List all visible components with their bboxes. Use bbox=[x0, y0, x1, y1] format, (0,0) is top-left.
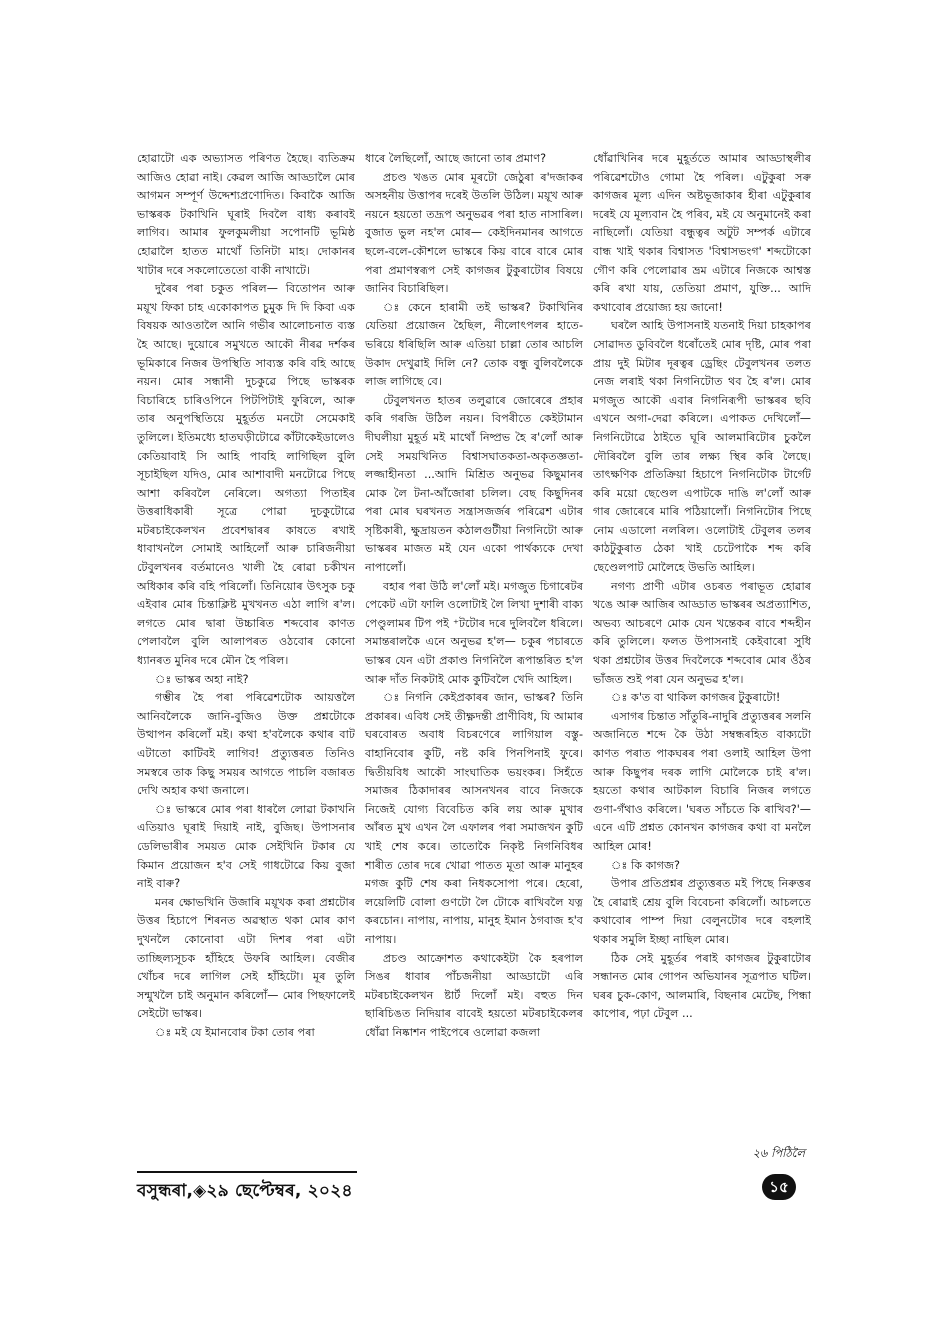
publication-footer: বসুন্ধৰা,◈২৯ ছেপ্টেম্বৰ, ২০২৪ bbox=[137, 1181, 353, 1201]
dialogue-line: ঃ কি কাগজ? bbox=[611, 858, 680, 872]
dialogue-line: ঃ কেনে হাৰামী তই ভাস্কৰ? টকাখিনিৰ যেতিয়া প্ৰয়োজন হৈছিল, নীলোৎপলৰ হাতে-ভৰিয়ে ধৰিছিলি আৰু এতিয়া চাল্লা তোৰ আচলি উকাদ দেখুৱাই দিলি নে? তোক বন্ধু বুলিবলৈকে লাজ লাগিছে বে। bbox=[365, 300, 583, 389]
paragraph: হোৱাটো এক অভ্যাসত পৰিণত হৈছে। ব্যতিক্ৰম আজিও হোৱা নাই। কেৱল আজি আড্ডালৈ মোৰ আগমন সম্পূৰ্ণ উদ্দেশ্যপ্ৰণোদিত। কিবাকৈ আজি ভাস্কৰক টকাখিনি ঘূৰাই দিবলৈ বাধ্য কৰাবই লাগিব। আমাৰ ফুলকুমলীয়া সপোনটি ভূমিষ্ঠ হোৱালৈ হাতত মাথোঁ তিনিটা মাহ। দোকানৰ খাটাৰ দৰে সকলোতেতো বাকী নাখাটে। bbox=[137, 152, 355, 277]
paragraph: ঠিক সেই মুহূৰ্তৰ পৰাই কাগজৰ টুকুৰাটোৰ সন্ধানত মোৰ গোপন অভিযানৰ সূত্ৰপাত ঘটিল। ঘৰৰ চুক-কোণ, আলমাৰি, বিছনাৰ মেটেছ, পিন্ধা কাপোৰ, পঢ়া টেবুল ... bbox=[593, 951, 811, 1021]
paragraph: এসাগৰ চিন্তাত সাঁতুৰি-নাদুৰি প্ৰত্যুত্তৰৰ সলনি অজানিতে শব্দে কৈ উঠা সম্বন্ধৰহিত বাক্যটো কাণত পৰাত পাকঘৰৰ পৰা ওলাই আহিল উপা আৰু কিছুপৰ দৰক লাগি মোলৈকে চাই ৰ'ল। হয়তো কথাৰ আটকাল বিচাৰি নিজৰ লগতে গুণা-গঁথাও কৰিলে। 'ঘৰত সাঁচতে কি ৰাখিব?'— এনে এটি প্ৰশ্নত কোনখন কাগজৰ কথা বা মনলৈ আহিল মোৰ! bbox=[593, 709, 811, 853]
continuation-note: ২৬ পিঠিলৈ bbox=[752, 1146, 805, 1160]
paragraph: দুৰৈৰ পৰা চকুত পৰিল— বিতোপন আৰু ময়ূখ ফিকা চাহ একোকাপত চুমুক দি দি কিবা এক বিষয়ক আওতালৈ আনি গভীৰ আলোচনাত ব্যস্ত হৈ আছে। দুয়োৰে সমুখতে আকৌ নীৰৱ দৰ্শকৰ ভূমিকাৰে নিজৰ উপস্থিতি সাব্যস্ত কৰি বহি আছে নয়ন। মোৰ সন্ধানী দুচকুৱে পিছে ভাস্কৰক বিচাৰিহে চাৰিওপিনে পিটপিটাই ফুৰিলে, আৰু তাৰ অনুপস্থিতিয়ে মুহূৰ্তত মনটো সেমেকাই তুলিলে। ইতিমধ্যে হাতঘড়ীটোৱে কাঁটাকেইডালেও কেতিয়াবাই সি আহি পাবহি লাগিছিল বুলি সূচাইছিল যদিও, মোৰ আশাবাদী মনটোৱে পিছে আশা কৰিবলৈ নেৰিলে। অগত্যা পিতাইৰ উত্তৰাধিকাৰী সূত্ৰে পোৱা দুচকুটোৱে মটৰচাইকেলখন প্ৰবেশদ্বাৰৰ কাষতে ৰখাই ধাবাখনলৈ সোমাই আহিলোঁ আৰু চাৰিজনীয়া টেবুলখনৰ বৰ্তমানেও খালী হৈ ৰোৱা চকীখন অধিকাৰ কৰি বহি পৰিলোঁ। তিনিয়োৰ উৎসুক চকু এইবাৰ মোৰ চিন্তাক্লিষ্ট মুখখনত এঠা লাগি ৰ'ল। লগতে মোৰ দ্বাৰা উচ্চাৰিত শব্দবোৰ কাণত পেলাবলৈ বুলি আলাপৰত ওঠবোৰ কোনো ধ্যানৰত মুনিৰ দৰে মৌন হৈ পৰিল। bbox=[137, 282, 355, 668]
page-number-badge: ১৫ bbox=[762, 1174, 796, 1200]
text-column-1 bbox=[137, 150, 355, 1043]
paragraph: টেবুলখনত হাতৰ তলুৱাৰে জোৰেৰে প্ৰহাৰ কৰি গৰজি উঠিল নয়ন। বিপৰীতে কেইটামান দীঘলীয়া মুহূৰ্ত মই মাথোঁ নিষ্প্ৰভ হৈ ৰ'লোঁ আৰু সেই সময়খিনিত বিশ্বাসঘাতকতা-অকৃতজ্ঞতা-লজ্জাহীনতা ...আদি মিশ্ৰিত অনুভৱ কিছুমানৰ মোক লৈ টনা-আঁজোৰা চলিল। বেছ কিছুদিনৰ পৰা মোৰ ঘৰখনত সন্ত্ৰাসজৰ্জৰ পৰিৱেশ এটাৰ সৃষ্টিকাৰী, ক্ষুদ্ৰায়তন কঠালগুটীয়া নিগনিটো আৰু ভাস্কৰৰ মাজত মই যেন একো পাৰ্থক্যকে দেখা নাপালোঁ। bbox=[365, 393, 583, 575]
paragraph: ঘৰলৈ আহি উপাসনাই যতনাই দিয়া চাহকাপৰ সোৱাদত ডুবিবলৈ ধৰোঁতেই মোৰ দৃষ্টি, মোৰ পৰা প্ৰায় দুই মিটাৰ দূৰত্বৰ ড্ৰেছিং টেবুলখনৰ তলত নেজ লৰাই থকা নিগনিটোত থব হৈ ৰ'ল। মোৰ মগজুত আকৌ এবাৰ নিগনিৰূপী ভাস্কৰৰ ছবি এখনে অগা-দেৱা কৰিলে। এপাকত দেখিলোঁ— নিগনিটোৱে ঠাইতে ঘূৰি আলমাৰিটোৰ চুকলৈ দৌৰিবলৈ বুলি তাৰ লক্ষ্য স্থিৰ কৰি লৈছে। তাৎক্ষণিক প্ৰতিক্ৰিয়া হিচাপে নিগনিটোক টাৰ্গেট কৰি ময়ো ছেণ্ডেল এপাটকে দাঙি ল'লোঁ আৰু গাৰ জোৰেৰে মাৰি পঠিয়ালোঁ। নিগনিটোৰ পিছে নোম এডালো নলৰিল। ওলোটাই টেবুলৰ তলৰ কাঠটুকুৰাত ঠেকা খাই চেটেপাকৈ শব্দ কৰি ছেণ্ডেলপাট মোলৈহে উভতি আহিল। bbox=[593, 319, 811, 575]
text-column-3 bbox=[593, 150, 811, 1024]
dialogue-line: ঃ ভাস্কৰে মোৰ পৰা ধাৰলৈ লোৱা টকাখনি এতিয়াও ঘূৰাই দিয়াই নাই, বুজিছ। উপাসনাৰ ডেলিভাৰীৰ সময়ত মোক সেইখিনি টকাৰ যে কিমান প্ৰয়োজন হ'ব সেই গাধটোৱে কিয় বুজা নাই বাৰু? bbox=[137, 802, 355, 891]
paragraph: ধোঁৱাখিনিৰ দৰে মুহূৰ্ততে আমাৰ আড্ডাস্থলীৰ পৰিৱেশটোও গোমা হৈ পৰিল। এটুকুৰা সৰু কাগজৰ মূল্য এদিন অষ্টভূজাকাৰ হীৰা এটুকুৰাৰ দৰেই যে মূল্যবান হৈ পৰিব, মই যে অনুমানেই কৰা নাছিলোঁ। যেতিয়া বন্ধুত্বৰ অটুট সম্পৰ্ক এটাৰে বান্ধ খাই থকাৰ বিশ্বাসত 'বিশ্বাসভংগ' শব্দটোকো গৌণ কৰি পেলোৱাৰ ভ্ৰম এটাৰে নিজকে আশ্বস্ত কৰি ৰখা যায়, তেতিয়া প্ৰমাণ, যুক্তি... আদি কথাবোৰ প্ৰয়োজ্য হয় জানো! bbox=[593, 152, 811, 314]
text-column-2 bbox=[365, 150, 583, 1043]
footer-divider bbox=[137, 1171, 357, 1173]
paragraph: মনৰ ক্ষোভখিনি উজাৰি ময়ূখক কৰা প্ৰশ্নটোৰ উত্তৰ হিচাপে শিৰনত অৱস্থাত থকা মোৰ কাণ দুখনলৈ কোনোবা এটা দিশৰ পৰা এটা তাচ্ছিল্যসূচক হাঁহিহে উফৰি আহিল। বেজীৰ খোঁচৰ দৰে লাগিল সেই হাঁহিটো। মূৰ তুলি সন্মুখলৈ চাই অনুমান কৰিলোঁ— মোৰ পিছফালেই সেইটো ভাস্কৰ। bbox=[137, 895, 355, 1021]
paragraph: ধাৰে লৈছিলোঁ, আছে জানো তাৰ প্ৰমাণ? bbox=[365, 152, 547, 165]
dialogue-line: ঃ নিগনি কেইপ্ৰকাৰৰ জান, ভাস্কৰ? তিনি প্ৰকাৰৰ। এবিধ সেই তীক্ষ্ণদন্তী প্ৰাণীবিধ, যি আমাৰ ঘৰবোৰত অবাধ বিচৰণেৰে লাগিয়াল বস্তু-বাহানিবোৰ কুটি, নষ্ট কৰি পিনপিনাই ফুৰে। দ্বিতীয়বিধ আকৌ সাংঘাতিক ভয়ংকৰ। সিহঁতে সমাজৰ ঠিকাদাৰৰ আসনখনৰ বাবে নিজকে নিজেই যোগ্য বিবেচিত কৰি লয় আৰু মুখাৰ আঁৰত মুখ এখন লৈ এফালৰ পৰা সমাজখন কুটি খাই শেষ কৰে। তাতোকৈ নিকৃষ্ট নিগনিবিধৰ শাৰীত তোৰ দৰে খোৱা পাতত মূতা আৰু মানুহৰ মগজ কুটি শেষ কৰা নিধকসোপা পৰে। হেৰো, লয়েলিটি বোলা গুণটো লৈ টোকে ৰাখিবলৈ যত্ন কৰচোন। নাপায়, নাপায়, মানুহ ইমান ঠগবাজ হ'ব নাপায়। bbox=[365, 691, 583, 946]
paragraph: নগণ্য প্ৰাণী এটাৰ ওচৰত পৰাভূত হোৱাৰ খঙে আৰু আজিৰ আড্ডাত ভাস্কৰৰ অপ্ৰত্যাশিত, অভব্য আচৰণে মোক যেন খন্তেকৰ বাবে শব্দহীন কৰি তুলিলে। ফলত উপাসনাই কেইবাৰো সুধি থকা প্ৰশ্নটোৰ উত্তৰ দিবলৈকে শব্দবোৰ মোৰ ওঁঠৰ ভাঁজত শুই পৰা যেন অনুভৱ হ'ল। bbox=[593, 579, 811, 686]
paragraph: উপাৰ প্ৰতিপ্ৰশ্নৰ প্ৰত্যুত্তৰত মই পিছে নিৰুত্তৰ হৈ ৰোৱাই শ্ৰেয় বুলি বিবেচনা কৰিলোঁ। আচলতে কথাবোৰ পাম্প দিয়া বেলুনটোৰ দৰে বহলাই থকাৰ সমুলি ইচ্ছা নাছিল মোৰ। bbox=[593, 877, 811, 946]
paragraph: প্ৰচণ্ড খঙত মোৰ মূৰটো জেঠুৰা ৰ'দজাকৰ অসহনীয় উত্তাপৰ দৰেই উতলি উঠিল। ময়ূখ আৰু নয়নে হয়তো তদ্ৰূপ অনুভৱৰ পৰা হাত নাসাৰিল। বুজাত ভুল নহ'ল মোৰ— কেইদিনমানৰ আগতে ছলে-বলে-কৌশলে ভাস্কৰে কিয় বাৰে বাৰে মোৰ পৰা প্ৰমাণস্বৰূপ সেই কাগজৰ টুকুৰাটোৰ বিষয়ে জানিব বিচাৰিছিল। bbox=[365, 170, 583, 296]
paragraph: বহাৰ পৰা উঠি ল'লোঁ মই। মগজুত চিগাৰেটৰ পেকেট এটা ফালি ওলোটাই লৈ লিখা দুশাৰী বাক্য পেণ্ডুলামৰ টিপ পই ⁺টটোৰ দৰে দুলিবলৈ ধৰিলে। সমান্তৰালকৈ এনে অনুভৱ হ'ল— চকুৰ পচাৰতে ভাস্কৰ যেন এটা প্ৰকাণ্ড নিগনিলৈ ৰূপান্তৰিত হ'ল আৰু দাঁত নিকটাই মোক কুটিবলৈ খেদি আহিল। bbox=[365, 579, 583, 686]
dialogue-line: ঃ ক'ত বা থাকিল কাগজৰ টুকুৰাটো! bbox=[611, 691, 781, 705]
paragraph: গম্ভীৰ হৈ পৰা পৰিৱেশটোক আয়ত্তলৈ আনিবলৈকে জানি-বুজিও উক্ত প্ৰশ্নটোকে উত্থাপন কৰিলোঁ মই। কথা হ'বলৈকে কথাৰ বাট এটাতো কাটিবই লাগিব! প্ৰত্যুত্তৰত তিনিও সমস্বৰে তাক কিছু সময়ৰ আগতে পাচলি বজাৰত দেখি অহাৰ কথা জনালে। bbox=[137, 691, 355, 798]
paragraph: প্ৰচণ্ড আক্ৰোশত কথাকেইটা কৈ হৰপাল সিঙৰ ধাবাৰ পাঁচজনীয়া আড্ডাটো এৰি মটৰচাইকেলখন ষ্টাৰ্ট দিলোঁ মই। বহুত দিন ছাৰিচিঙত নিদিয়াৰ বাবেই হয়তো মটৰচাইকেলৰ ধোঁৱা নিষ্কাশন পাইপেৰে ওলোৱা কজলা bbox=[365, 951, 583, 1039]
dialogue-line: ঃ ভাস্কৰ অহা নাই? bbox=[155, 672, 249, 686]
dialogue-line: ঃ মই যে ইমানবোৰ টকা তোৰ পৰা bbox=[155, 1025, 315, 1039]
